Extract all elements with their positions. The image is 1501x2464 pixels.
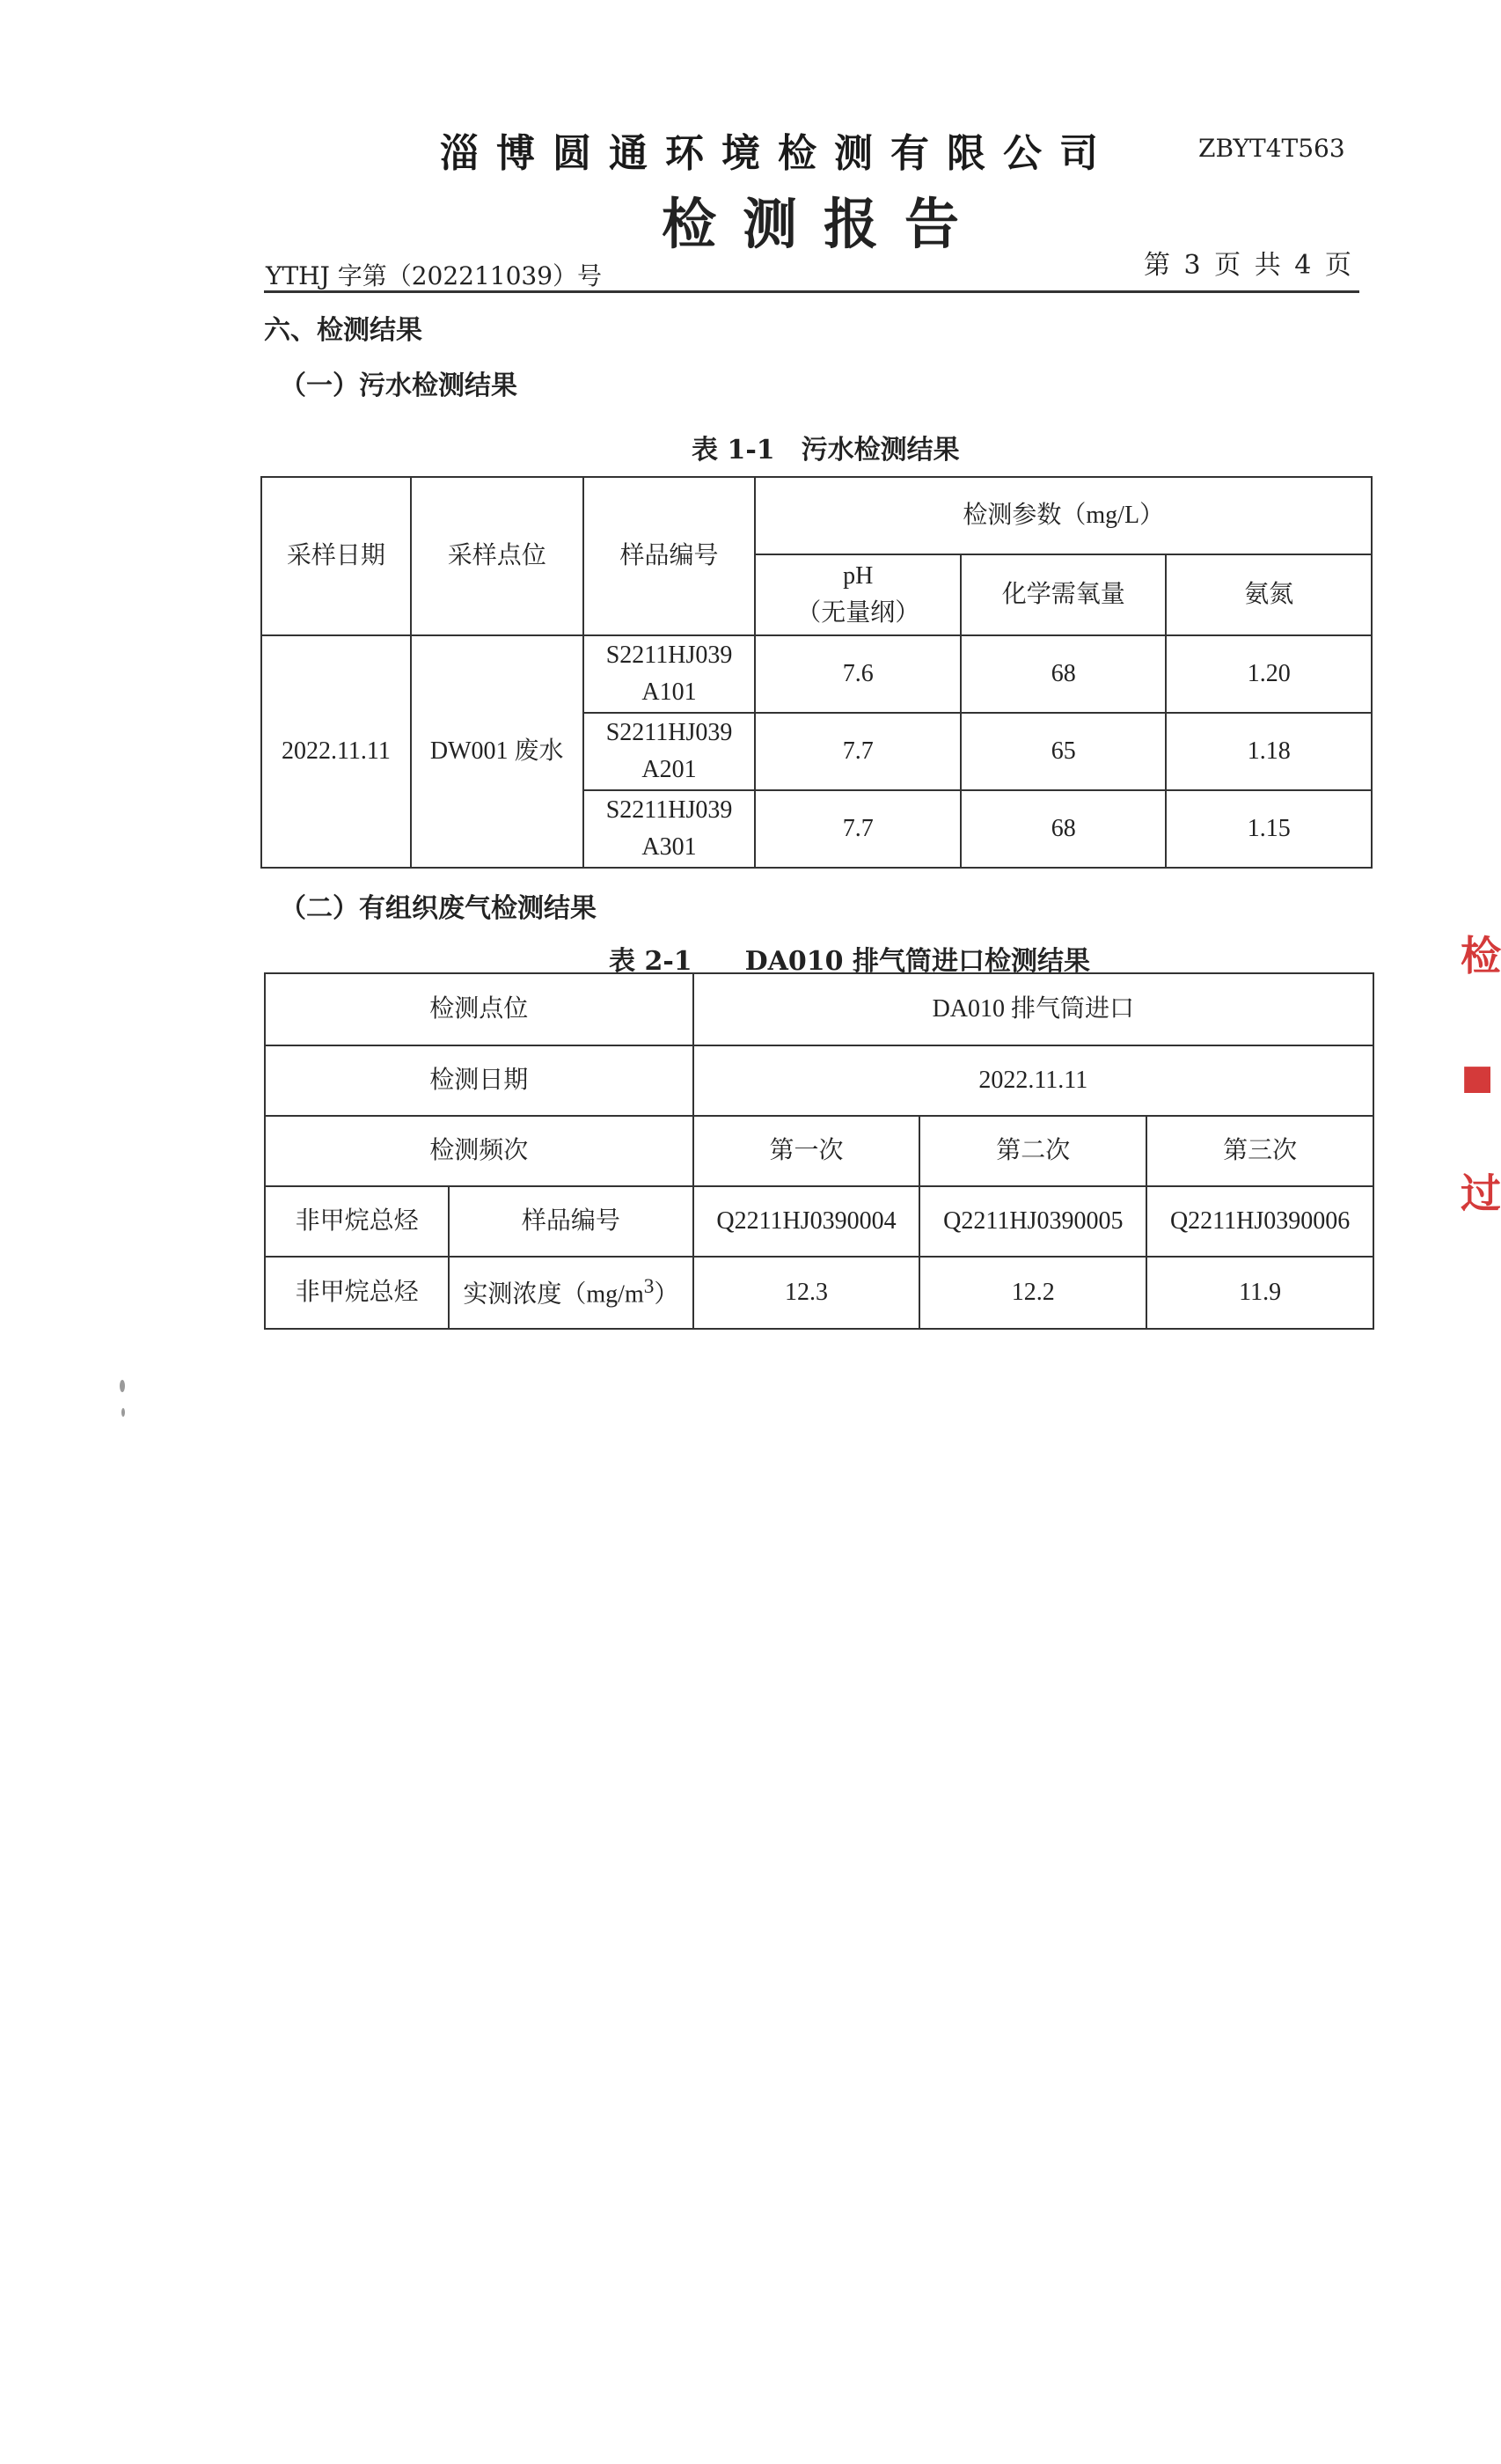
label-test-date: 检测日期 (265, 1045, 693, 1116)
label-concentration (449, 1257, 692, 1329)
pollutant-name: 非甲烷总烃 (265, 1257, 449, 1329)
value-test-point: DA010 排气筒进口 (693, 973, 1373, 1045)
table-row (265, 1257, 1373, 1329)
sample-number-line2: A101 (641, 678, 697, 706)
ph-value: 7.7 (755, 790, 961, 868)
ph-value: 7.7 (755, 713, 961, 790)
section-water-title: （一）污水检测结果 (280, 370, 517, 401)
frequency-2: 第二次 (919, 1116, 1146, 1186)
page-info: 第 3 页 共 4 页 (1144, 250, 1354, 281)
cod-value: 68 (961, 635, 1166, 713)
table2-caption: 表 2-1 DA010 排气筒进口检测结果 (609, 946, 1091, 977)
header-test-params: 检测参数（mg/L） (755, 477, 1372, 554)
sample-number-line1: S2211HJ039 (605, 719, 733, 746)
section-gas-title: （二）有组织废气检测结果 (280, 893, 597, 924)
sample-number (583, 635, 756, 713)
exhaust-results-table (264, 972, 1374, 1330)
label-frequency: 检测频次 (265, 1116, 693, 1186)
sample-number-line1: S2211HJ039 (605, 642, 733, 669)
sample-number-line1: S2211HJ039 (605, 796, 733, 824)
header-sampling-date: 采样日期 (261, 477, 411, 635)
report-title: 检测报告 (662, 192, 986, 256)
concentration-2: 12.2 (919, 1257, 1146, 1329)
company-name: 淄博圆通环境检测有限公司 (440, 131, 1116, 176)
header-sampling-location: 采样点位 (411, 477, 583, 635)
cod-value: 68 (961, 790, 1166, 868)
label-test-point: 检测点位 (265, 973, 693, 1045)
concentration-3: 11.9 (1146, 1257, 1373, 1329)
header-cod: 化学需氧量 (961, 554, 1166, 635)
header-sample-number: 样品编号 (583, 477, 756, 635)
table1-caption: 表 1-1 污水检测结果 (692, 435, 960, 466)
header-ammonia: 氨氮 (1166, 554, 1372, 635)
frequency-3: 第三次 (1146, 1116, 1373, 1186)
ammonia-value: 1.20 (1166, 635, 1372, 713)
document-code: ZBYT4T563 (1198, 134, 1345, 163)
ph-label: pH (843, 562, 874, 590)
ph-unit: （无量纲） (796, 599, 920, 627)
cod-value: 65 (961, 713, 1166, 790)
sample-number-2: Q2211HJ0390005 (919, 1186, 1146, 1257)
sampling-location: DW001 废水 (411, 635, 583, 868)
sample-number-3: Q2211HJ0390006 (1146, 1186, 1373, 1257)
sample-number-1: Q2211HJ0390004 (693, 1186, 920, 1257)
concentration-label-close: ） (654, 1280, 679, 1309)
table-row (265, 1186, 1373, 1257)
frequency-1: 第一次 (693, 1116, 920, 1186)
section-results-title: 六、检测结果 (264, 315, 422, 346)
sample-number (583, 790, 756, 868)
ammonia-value: 1.15 (1166, 790, 1372, 868)
sampling-date: 2022.11.11 (261, 635, 411, 868)
seal-stamp-fragment: 检 ◼ 过 (1461, 932, 1501, 1217)
concentration-label: 实测浓度（mg/m (463, 1280, 644, 1309)
sample-number (583, 713, 756, 790)
report-number: YTHJ 字第（202211039）号 (266, 261, 603, 290)
value-test-date: 2022.11.11 (693, 1045, 1373, 1116)
header-divider (264, 290, 1359, 293)
water-results-table (260, 476, 1373, 869)
scan-speck (121, 1408, 125, 1417)
concentration-unit-exponent: 3 (643, 1275, 655, 1299)
label-sample-number: 样品编号 (449, 1186, 692, 1257)
sample-number-line2: A301 (641, 833, 697, 861)
sample-number-line2: A201 (641, 756, 697, 783)
concentration-1: 12.3 (693, 1257, 920, 1329)
ammonia-value: 1.18 (1166, 713, 1372, 790)
pollutant-name: 非甲烷总烃 (265, 1186, 449, 1257)
ph-value: 7.6 (755, 635, 961, 713)
header-ph (755, 554, 961, 635)
scan-speck (120, 1380, 125, 1392)
table-row (261, 635, 1372, 713)
